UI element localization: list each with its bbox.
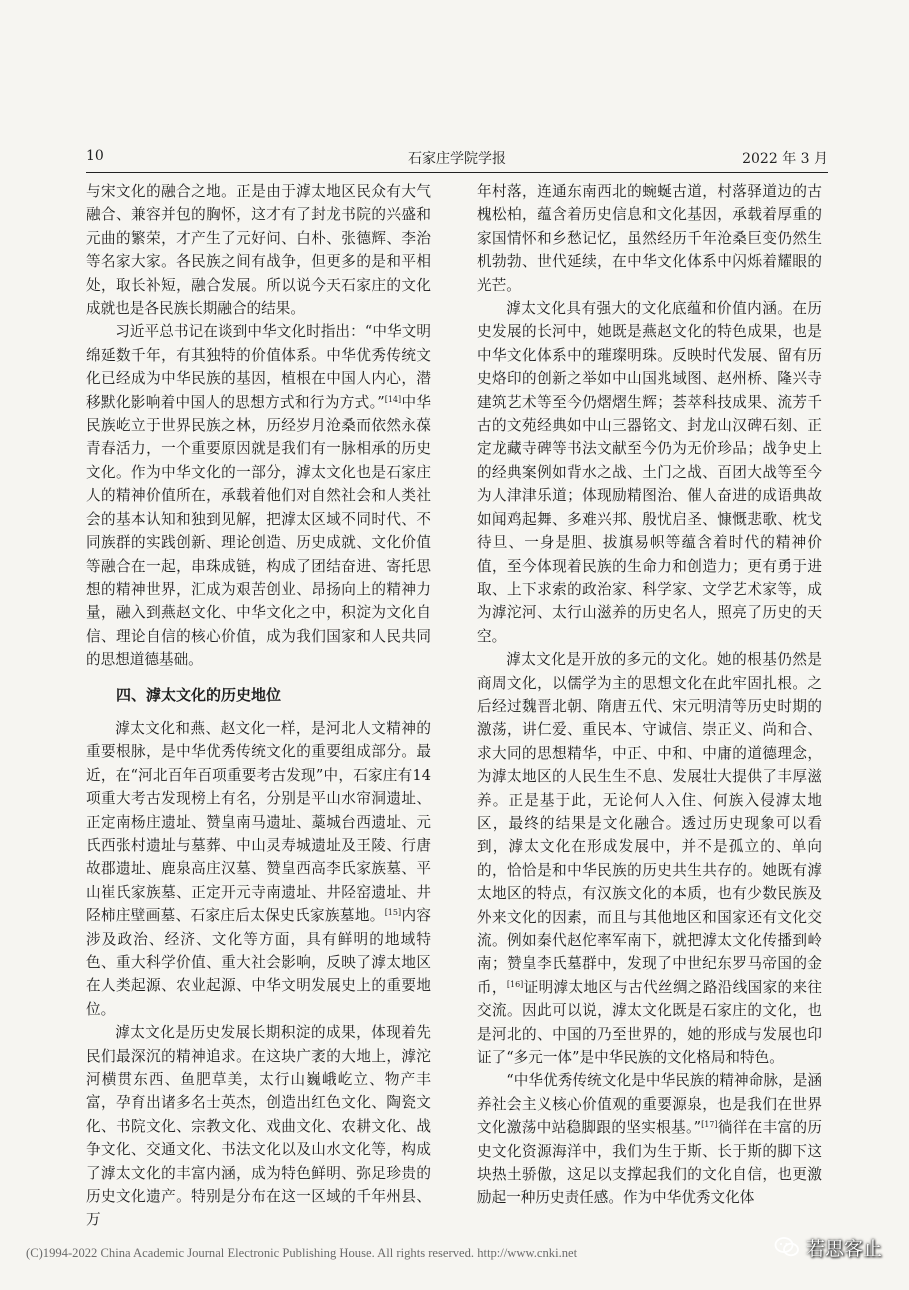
issue-date: 2022 年 3 月 [742,151,828,167]
paragraph-text: 中华民族屹立于世界民族之林，历经岁月沧桑而依然永葆青春活力，一个重要原因就是我们有一脉相承的历史文化。作为中华文化的一部分，滹太文化也是石家庄人的精神价值所在，承载着他们对自然社会和人类社会的基本认知和独到见解，把滹太区域不同时代、不同族群的实践创新、理论创造、历史成就、文化价值等融合在一起，串珠成链，构成了团结奋进、寄托思想的精神世界，汇成为艰苦创业、昂扬向上的精神力量，融入到燕赵文化、中华文化之中，积淀为文化自信、理论自信的核心价值，成为我们国家和人民共同的思想道德基础。 [86,393,431,669]
paragraph [86,717,431,1021]
wechat-icon [774,1236,800,1258]
citation-ref: [15] [384,908,402,918]
right-column [477,180,822,1210]
paragraph-text: 滹太文化和燕、赵文化一样，是河北人文精神的重要根脉，是中华优秀传统文化的重要组成部分。最近，在“河北百年百项重要考古发现”中，石家庄有14 项重大考古发现榜上有名，分别是平山水帘洞遗址、正定南杨庄遗址、赞皇南马遗址、藁城台西遗址、元氏西张村遗址与墓葬、中山灵寿城遗址及王陵、行唐故郡遗址、鹿泉高庄汉墓、赞皇西高李氏家族墓、平山崔氏家族墓、正定开元寺南遗址、井陉窑遗址、井陉柿庄壁画墓、石家庄后太保史氏家族墓地。 [86,719,431,925]
paragraph: 滹太文化具有强大的文化底蕴和价值内涵。在历史发展的长河中，她既是燕赵文化的特色成果，也是中华文化体系中的璀璨明珠。反映时代发展、留有历史烙印的创新之举如中山国兆域图、赵州桥、隆兴寺建筑艺术等至今仍熠熠生辉；荟萃科技成果、流芳千古的文苑经典如中山三器铭文、封龙山汉碑石刻、正定龙藏寺碑等书法文献至今仍为无价珍品；战争史上的经典案例如背水之战、土门之战、百团大战等至今为人津津乐道；体现励精图治、催人奋进的成语典故如闻鸡起舞、多难兴邦、殷忧启圣、慷慨悲歌、枕戈待旦、一身是胆、拔旗易帜等蕴含着时代的精神价值，至今体现着民族的生命力和创造力；更有勇于进取、上下求索的政治家、科学家、文学艺术家等，成为滹沱河、太行山滋养的历史名人，照亮了历史的天空。 [477,300,822,645]
page-number: 10 [86,148,104,164]
paragraph-text: 证明滹太地区与古代丝绸之路沿线国家的来往交流。因此可以说，滹太文化既是石家庄的文化，也是河北的、中国的乃至世界的，她的形成与发展也印证了“多元一体”是中华民族的文化格局和特色。 [477,978,822,1067]
paragraph: 年村落，连通东南西北的蜿蜒古道，村落驿道边的古槐松柏，蕴含着历史信息和文化基因，承载着厚重的家国情怀和乡愁记忆，虽然经历千年沧桑巨变仍然生机勃勃、世代延续，在中华文化体系中闪烁着耀眼的光芒。 [477,183,822,294]
paragraph-text: 习近平总书记在谈到中华文化时指出：“中华文明绵延数千年，有其独特的价值体系。中华优秀传统文化已经成为中华民族的基因，植根在中国人内心，潜移默化影响着中国人的思想方式和行为方式。” [86,323,431,411]
paragraph-text: “中华优秀传统文化是中华民族的精神命脉，是涵养社会主义核心价值观的重要源泉，也是我们在世界文化激荡中站稳脚跟的坚实根基。” [477,1072,822,1137]
watermark [774,1232,882,1262]
citation-ref: [14] [384,394,402,404]
page-header [86,146,828,172]
paragraph [477,648,822,1069]
section-heading: 四、滹太文化的历史地位 [116,685,282,704]
copyright-footer: (C)1994-2022 China Academic Journal Electronic Publishing House. All rights reserved. http://www.cnki.net [26,1246,578,1260]
paragraph: 与宋文化的融合之地。正是由于滹太地区民众有大气融合、兼容并包的胸怀，这才有了封龙书院的兴盛和元曲的繁荣，才产生了元好问、白朴、张德辉、李治等名家大家。各民族之间有战争，但更多的是和平相处，取长补短，融合发展。所以说今天石家庄的文化成就也是各民族长期融合的结果。 [86,183,431,318]
paragraph-text: 徜徉在丰富的历史文化资源海洋中，我们为生于斯、长于斯的脚下这块热土骄傲，这足以支撑起我们的文化自信，也更激励起一种历史责任感。作为中华优秀文化体 [477,1119,822,1207]
paragraph [86,320,431,671]
paragraph-text: 滹太文化是开放的多元的文化。她的根基仍然是商周文化，以儒学为主的思想文化在此牢固扎根。之后经过魏晋北朝、隋唐五代、宋元明清等历史时期的激荡，讲仁爱、重民本、守诚信、崇正义、尚和合、求大同的思想精华，中正、中和、中庸的道德理念，为滹太地区的人民生生不息、发展壮大提供了丰厚滋养。正是基于此，无论何人入住、何族入侵滹太地区，最终的结果是文化融合。透过历史现象可以看到，滹太文化在形成发展中，并不是孤立的、单向的，恰恰是和中华民族的历史共生共存的。她既有滹太地区的特点，有汉族文化的本质，也有少数民族及外来文化的因素，而且与其他地区和国家还有文化交流。例如秦代赵佗率军南下，就把滹太文化传播到岭南；赞皇李氏墓群中，发现了中世纪东罗马帝国的金币， [477,651,822,996]
watermark-text: 若思客止 [806,1237,883,1260]
citation-ref: [17] [701,1120,718,1130]
header-rule [86,172,828,173]
paragraph [477,1069,822,1209]
left-column [86,180,431,1232]
paragraph-text: 内容涉及政治、经济、文化等方面，具有鲜明的地域特色、重大科学价值、重大社会影响，反映了滹太地区在人类起源、农业起源、中华文明发展史上的重要地位。 [86,907,431,1018]
paragraph: 滹太文化是历史发展长期积淀的成果，体现着先民们最深沉的精神追求。在这块广袤的大地上，滹沱河横贯东西、鱼肥草美，太行山巍峨屹立、物产丰富，孕育出诸多名士英杰，创造出红色文化、陶瓷文化、书院文化、宗教文化、戏曲文化、农耕文化、战争文化、交通文化、书法文化以及山水文化等，构成了滹太文化的丰富内涵，成为特色鲜明、弥足珍贵的历史文化遗产。特别是分布在这一区域的千年州县、万 [86,1024,431,1229]
citation-ref: [16] [506,979,524,989]
journal-title: 石家庄学院学报 [408,151,506,167]
